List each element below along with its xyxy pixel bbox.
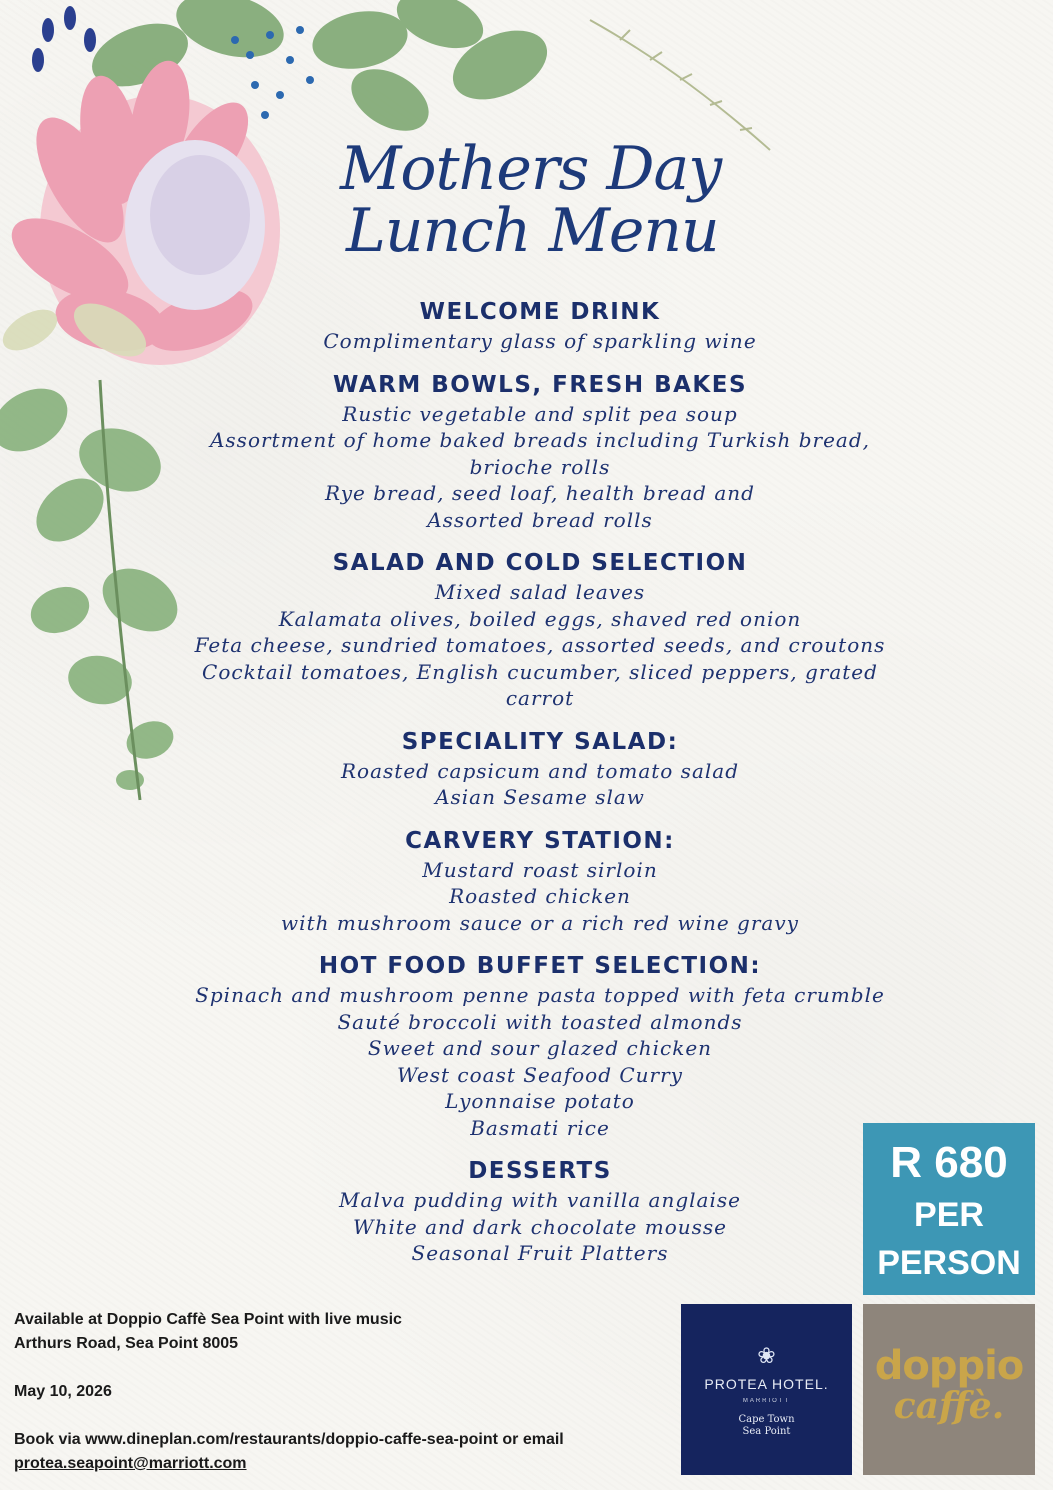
menu-item: Complimentary glass of sparkling wine: [323, 329, 757, 353]
menu-item: Mixed salad leaves: [434, 580, 646, 604]
title-line-2: Lunch Menu: [346, 196, 719, 266]
section-heading: SPECIALITY SALAD:: [401, 728, 679, 755]
protea-flower-icon: ❀: [757, 1343, 776, 1368]
menu-item: with mushroom sauce or a rich red wine gravy: [281, 910, 799, 935]
menu-section: [170, 825, 910, 937]
price-per: PER: [914, 1196, 984, 1234]
menu-item: Sweet and sour glazed chicken: [367, 1036, 713, 1060]
doppio-caffe-logo: [863, 1304, 1035, 1475]
menu-section: [170, 726, 910, 811]
menu-section: [170, 1155, 910, 1267]
menu-item: Seasonal Fruit Platters: [411, 1241, 669, 1265]
menu-item: Malva pudding with vanilla anglaise: [339, 1188, 741, 1212]
title-line-1: Mothers Day: [340, 134, 722, 204]
menu-item: Assorted bread rolls: [427, 507, 653, 532]
menu-section: [170, 296, 910, 355]
date-line: May 10, 2026: [14, 1383, 112, 1400]
menu-section: [170, 369, 910, 534]
price-person: PERSON: [877, 1244, 1021, 1282]
booking-line: Book via www.dineplan.com/restaurants/doppio-caffe-sea-point or email: [14, 1431, 564, 1448]
menu-title: [330, 134, 750, 266]
menu-item: Mustard roast sirloin: [422, 857, 658, 882]
protea-loc-1: Cape Town: [738, 1414, 795, 1425]
section-heading: WARM BOWLS, FRESH BAKES: [332, 371, 748, 398]
section-heading: CARVERY STATION:: [405, 827, 675, 854]
menu-item: brioche rolls: [469, 454, 611, 479]
menu-item: Rustic vegetable and split pea soup: [342, 401, 738, 426]
menu-body: [170, 296, 910, 1281]
section-heading: DESSERTS: [468, 1158, 612, 1184]
email-link[interactable]: protea.seapoint@marriott.com: [14, 1455, 247, 1472]
menu-item: Asian Sesame slaw: [435, 785, 645, 809]
menu-item: Rye bread, seed loaf, health bread and: [325, 481, 755, 505]
protea-brand: MARRIOTT: [742, 1398, 791, 1404]
menu-item: Feta cheese, sundried tomatoes, assorted seeds, and croutons: [194, 633, 886, 657]
menu-item: White and dark chocolate mousse: [353, 1214, 727, 1239]
menu-item: Spinach and mushroom penne pasta topped with feta crumble: [195, 983, 885, 1007]
protea-name: PROTEA HOTEL.: [704, 1376, 829, 1392]
menu-item: Lyonnaise potato: [445, 1089, 635, 1113]
menu-item: Roasted chicken: [449, 884, 631, 908]
menu-item: Roasted capsicum and tomato salad: [341, 758, 739, 783]
protea-hotel-logo: [681, 1304, 852, 1475]
doppio-word: doppio: [874, 1343, 1024, 1389]
caffe-word: caffè.: [893, 1385, 1005, 1427]
menu-item: Basmati rice: [470, 1115, 610, 1140]
price-badge: [863, 1123, 1035, 1295]
menu-item: carrot: [505, 686, 575, 710]
section-heading: SALAD AND COLD SELECTION: [332, 550, 748, 576]
menu-item: Assortment of home baked breads including Turkish bread,: [209, 428, 871, 452]
address-line: Arthurs Road, Sea Point 8005: [14, 1335, 239, 1352]
menu-item: Sauté broccoli with toasted almonds: [337, 1009, 743, 1034]
menu-item: West coast Seafood Curry: [397, 1062, 683, 1087]
price-amount: R 680: [890, 1138, 1008, 1187]
menu-item: Cocktail tomatoes, English cucumber, sliced peppers, grated: [202, 659, 878, 684]
menu-item: Kalamata olives, boiled eggs, shaved red onion: [278, 606, 802, 631]
protea-loc-2: Sea Point: [742, 1426, 791, 1437]
footer-info: [14, 1308, 674, 1476]
venue-line: Available at Doppio Caffè Sea Point with live music: [14, 1311, 402, 1328]
menu-section: [170, 547, 910, 712]
section-heading: WELCOME DRINK: [419, 299, 661, 325]
section-heading: HOT FOOD BUFFET SELECTION:: [318, 953, 762, 979]
menu-section: [170, 950, 910, 1141]
